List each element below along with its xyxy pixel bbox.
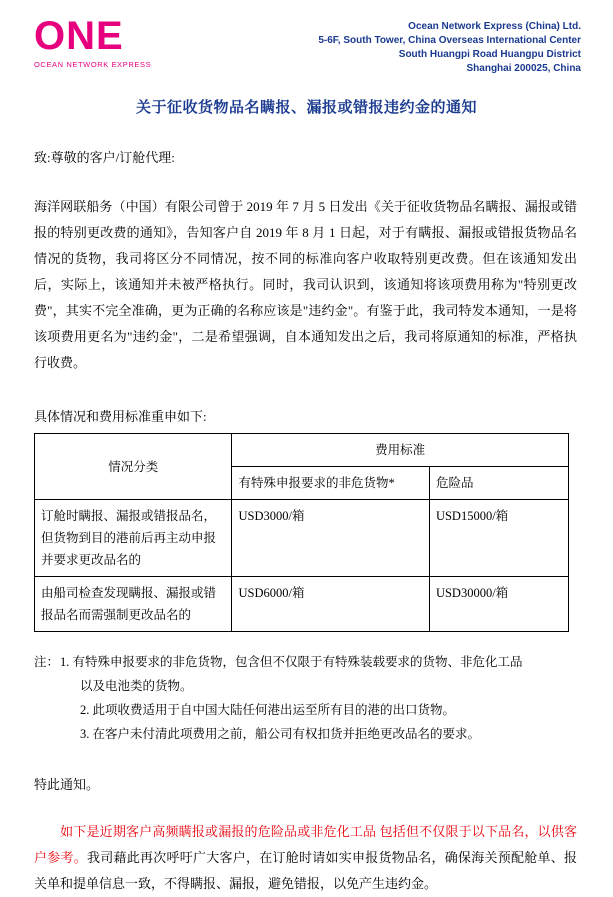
row1-non-dg-fee: USD3000/箱 [232,500,429,577]
row1-case: 订舱时瞒报、漏报或错报品名，但货物到目的港前后再主动申报并要求更改品名的 [35,500,232,577]
notes-label: 注： [34,655,60,669]
address-line-3: South Huangpi Road Huangpu District [398,49,581,60]
table-row [35,577,569,632]
table-row [35,500,569,577]
row2-case: 由船司检查发现瞒报、漏报或错报品名而需强制更改品名的 [35,577,232,632]
row2-non-dg-fee: USD6000/箱 [232,577,429,632]
logo-wordmark: ONE [34,14,124,58]
note-item-2: 2. 此项收费适用于自中国大陆任何港出运至所有目的港的出口货物。 [80,703,456,717]
table-lead-in: 具体情况和费用标准重申如下: [34,409,207,424]
note-1-text-cont: 以及电池类的货物。 [80,679,193,693]
final-paragraph-red: 如下是近期客户高频瞒报或漏报的危险品或非危化工品 包括但不仅限于以下品名，以供客户参考。 [34,824,577,865]
header-case-category: 情况分类 [35,434,232,500]
note-item-1 [34,650,585,674]
final-paragraph-black: 我司藉此再次呼吁广大客户，在订舱时请如实申报货物品名，确保海关预配舱单、报关单和提单信息一致，不得瞒报、漏报，避免错报，以免产生违约金。 [34,850,577,891]
address-line-2: 5-6F, South Tower, China Overseas International Center [318,35,581,46]
header-dangerous: 危险品 [429,467,568,500]
fee-table [34,433,569,632]
company-address [318,16,585,76]
document-header [28,10,585,76]
body-paragraph: 海洋网联船务（中国）有限公司曾于 2019 年 7 月 5 日发出《关于征收货物品名瞒报、漏报或错报的特别更改费的通知》，告知客户自 2019 年 8 月 1 日起，对于有瞒报、漏报或错报货物品名情况的货物，我司将区分不同情况，按不同的标准向客户收取特别更改费。但在该通知发出后，实际上，该通知并未被严格执行。同时，我司认识到，该通知将该项费用称为"特别更改费"，其实不完全准确，更为正确的名称应该是"违约金"。有鉴于此，我司特发本通知，一是将该项费用更名为"违约金"，二是希望强调，自本通知发出之后，我司将原通知的标准，严格执行收费。 [34,199,577,370]
logo-subtitle: OCEAN NETWORK EXPRESS [34,60,152,69]
note-item-3: 3. 在客户未付清此项费用之前，船公司有权扣货并拒绝更改品名的要求。 [80,727,481,741]
final-paragraph [28,819,585,897]
table-header-row [35,434,569,467]
closing-note: 特此通知。 [34,777,100,792]
header-fee-standard: 费用标准 [232,434,568,467]
row2-dg-fee: USD30000/箱 [429,577,568,632]
address-line-4: Shanghai 200025, China [466,63,581,74]
company-logo [28,16,214,69]
salutation: 致:尊敬的客户/订舱代理: [34,150,175,165]
row1-dg-fee: USD15000/箱 [429,500,568,577]
header-non-dangerous: 有特殊申报要求的非危货物* [232,467,429,500]
page-title: 关于征收货物品名瞒报、漏报或错报违约金的通知 [135,99,477,116]
note-1-text: 1. 有特殊申报要求的非危货物，包含但不仅限于有特殊装载要求的货物、非危化工品 [60,655,523,669]
notes-section [28,650,585,746]
address-line-1: Ocean Network Express (China) Ltd. [408,21,581,32]
